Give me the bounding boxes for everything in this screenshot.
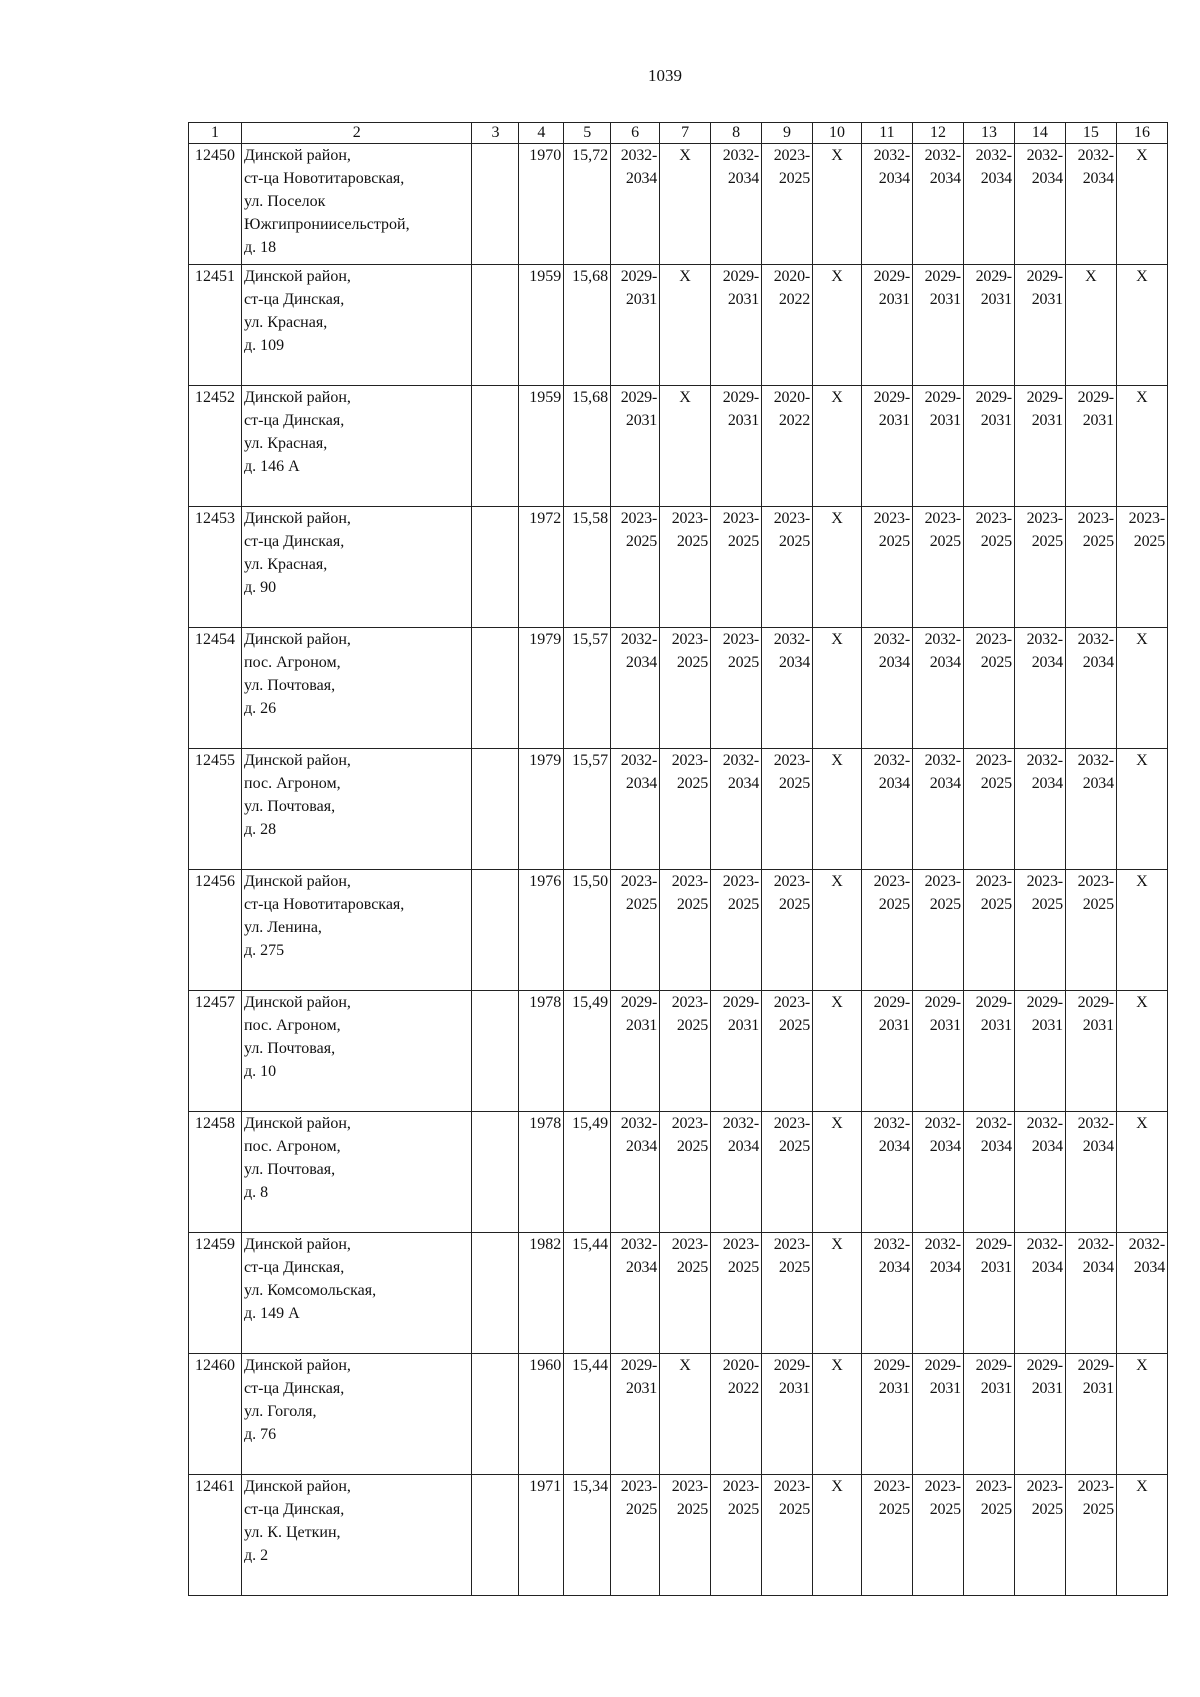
cell-col-8: 2023- 2025 — [711, 507, 762, 628]
address-line: Динской район, — [244, 147, 351, 164]
address-line: Динской район, — [244, 752, 351, 769]
table-row — [189, 870, 1168, 991]
address-line: Динской район, — [244, 1357, 351, 1374]
cell-col-5: 15,49 — [564, 1112, 611, 1233]
cell-col-5: 15,68 — [564, 265, 611, 386]
column-header-1: 1 — [189, 123, 242, 144]
cell-col-11: 2029- 2031 — [861, 991, 912, 1112]
address-line: Динской район, — [244, 1115, 351, 1132]
cell-col-8: 2020- 2022 — [711, 1354, 762, 1475]
column-header-4: 4 — [519, 123, 564, 144]
cell-col-13: 2023- 2025 — [963, 1475, 1014, 1596]
cell-col-4: 1959 — [519, 265, 564, 386]
address-line: ул. Почтовая, — [244, 677, 336, 694]
table-row — [189, 1233, 1168, 1354]
cell-col-15: 2023- 2025 — [1065, 1475, 1116, 1596]
address-line: Динской район, — [244, 510, 351, 527]
address-line: Динской район, — [244, 1478, 351, 1495]
address-line: ул. Почтовая, — [244, 798, 336, 815]
cell-col-4: 1979 — [519, 749, 564, 870]
cell-col-11: 2023- 2025 — [861, 507, 912, 628]
cell-col-12: 2032- 2034 — [912, 628, 963, 749]
cell-col-6: 2029- 2031 — [611, 386, 660, 507]
cell-col-4: 1970 — [519, 144, 564, 265]
cell-col-6: 2032- 2034 — [611, 144, 660, 265]
address-line: д. 275 — [244, 942, 285, 959]
cell-col-8: 2023- 2025 — [711, 1475, 762, 1596]
row-id: 12455 — [189, 749, 242, 870]
cell-col-15: 2029- 2031 — [1065, 386, 1116, 507]
cell-col-5: 15,50 — [564, 870, 611, 991]
cell-col-10: Х — [813, 749, 862, 870]
address-line: пос. Агроном, — [244, 654, 341, 671]
cell-col-5: 15,57 — [564, 749, 611, 870]
cell-col-7: 2023- 2025 — [660, 1112, 711, 1233]
address-line: ст-ца Динская, — [244, 412, 345, 429]
cell-col-10: Х — [813, 265, 862, 386]
row-id: 12454 — [189, 628, 242, 749]
address-line: Динской район, — [244, 268, 351, 285]
cell-col-5: 15,49 — [564, 991, 611, 1112]
cell-col-11: 2032- 2034 — [861, 1233, 912, 1354]
address-line: ул. Ленина, — [244, 919, 322, 936]
cell-col-15: 2023- 2025 — [1065, 870, 1116, 991]
cell-col-11: 2032- 2034 — [861, 628, 912, 749]
address-cell — [242, 144, 472, 265]
address-line: д. 26 — [244, 700, 277, 717]
column-header-15: 15 — [1065, 123, 1116, 144]
cell-col-14: 2032- 2034 — [1014, 628, 1065, 749]
cell-col-9: 2023- 2025 — [762, 870, 813, 991]
cell-col-9: 2032- 2034 — [762, 628, 813, 749]
address-line: пос. Агроном, — [244, 1017, 341, 1034]
cell-col-7: 2023- 2025 — [660, 628, 711, 749]
row-id: 12459 — [189, 1233, 242, 1354]
address-line: ст-ца Новотитаровская, — [244, 170, 405, 187]
address-line: д. 146 А — [244, 458, 300, 475]
row-id: 12451 — [189, 265, 242, 386]
cell-col-14: 2032- 2034 — [1014, 749, 1065, 870]
cell-col-6: 2023- 2025 — [611, 1475, 660, 1596]
address-line: ул. Красная, — [244, 314, 328, 331]
address-cell — [242, 1354, 472, 1475]
cell-col-7: 2023- 2025 — [660, 1475, 711, 1596]
address-line: ст-ца Динская, — [244, 291, 345, 308]
cell-col-11: 2029- 2031 — [861, 386, 912, 507]
cell-col-14: 2032- 2034 — [1014, 1112, 1065, 1233]
column-header-16: 16 — [1116, 123, 1167, 144]
cell-col-6: 2029- 2031 — [611, 991, 660, 1112]
column-header-6: 6 — [611, 123, 660, 144]
address-line: д. 8 — [244, 1184, 269, 1201]
cell-col-3 — [472, 1354, 519, 1475]
cell-col-7: Х — [660, 144, 711, 265]
cell-col-4: 1976 — [519, 870, 564, 991]
table-row — [189, 749, 1168, 870]
row-id: 12458 — [189, 1112, 242, 1233]
address-cell — [242, 1112, 472, 1233]
cell-col-4: 1960 — [519, 1354, 564, 1475]
cell-col-14: 2029- 2031 — [1014, 386, 1065, 507]
cell-col-4: 1978 — [519, 1112, 564, 1233]
address-line: Южгипрониисельстрой, — [244, 216, 410, 233]
address-line: д. 28 — [244, 821, 277, 838]
cell-col-9: 2023- 2025 — [762, 144, 813, 265]
cell-col-16: Х — [1116, 265, 1167, 386]
cell-col-6: 2023- 2025 — [611, 870, 660, 991]
cell-col-5: 15,57 — [564, 628, 611, 749]
cell-col-16: Х — [1116, 1112, 1167, 1233]
cell-col-13: 2029- 2031 — [963, 991, 1014, 1112]
column-header-9: 9 — [762, 123, 813, 144]
row-id: 12461 — [189, 1475, 242, 1596]
address-line: д. 18 — [244, 239, 277, 256]
address-line: Динской район, — [244, 631, 351, 648]
address-line: д. 149 А — [244, 1305, 300, 1322]
cell-col-12: 2023- 2025 — [912, 1475, 963, 1596]
cell-col-3 — [472, 507, 519, 628]
column-header-12: 12 — [912, 123, 963, 144]
cell-col-12: 2029- 2031 — [912, 1354, 963, 1475]
cell-col-3 — [472, 628, 519, 749]
row-id: 12453 — [189, 507, 242, 628]
address-line: д. 90 — [244, 579, 277, 596]
cell-col-9: 2020- 2022 — [762, 265, 813, 386]
cell-col-8: 2032- 2034 — [711, 144, 762, 265]
cell-col-9: 2023- 2025 — [762, 507, 813, 628]
cell-col-5: 15,44 — [564, 1354, 611, 1475]
cell-col-5: 15,68 — [564, 386, 611, 507]
address-line: ул. Поселок — [244, 193, 326, 210]
address-line: Динской район, — [244, 389, 351, 406]
cell-col-10: Х — [813, 144, 862, 265]
cell-col-4: 1979 — [519, 628, 564, 749]
cell-col-9: 2023- 2025 — [762, 1233, 813, 1354]
cell-col-11: 2023- 2025 — [861, 1475, 912, 1596]
cell-col-12: 2032- 2034 — [912, 749, 963, 870]
cell-col-9: 2023- 2025 — [762, 991, 813, 1112]
cell-col-15: 2032- 2034 — [1065, 628, 1116, 749]
column-header-14: 14 — [1014, 123, 1065, 144]
address-cell — [242, 749, 472, 870]
cell-col-8: 2029- 2031 — [711, 386, 762, 507]
address-cell — [242, 870, 472, 991]
address-line: ст-ца Динская, — [244, 533, 345, 550]
cell-col-6: 2032- 2034 — [611, 628, 660, 749]
cell-col-12: 2023- 2025 — [912, 870, 963, 991]
cell-col-5: 15,72 — [564, 144, 611, 265]
table-row — [189, 386, 1168, 507]
cell-col-16: Х — [1116, 1354, 1167, 1475]
cell-col-3 — [472, 144, 519, 265]
cell-col-3 — [472, 1475, 519, 1596]
cell-col-7: Х — [660, 1354, 711, 1475]
address-line: ст-ца Новотитаровская, — [244, 896, 405, 913]
cell-col-13: 2023- 2025 — [963, 507, 1014, 628]
cell-col-6: 2029- 2031 — [611, 1354, 660, 1475]
cell-col-7: Х — [660, 386, 711, 507]
cell-col-12: 2023- 2025 — [912, 507, 963, 628]
cell-col-16: Х — [1116, 991, 1167, 1112]
cell-col-13: 2023- 2025 — [963, 749, 1014, 870]
column-header-11: 11 — [861, 123, 912, 144]
cell-col-5: 15,34 — [564, 1475, 611, 1596]
cell-col-14: 2032- 2034 — [1014, 144, 1065, 265]
cell-col-3 — [472, 870, 519, 991]
cell-col-7: 2023- 2025 — [660, 507, 711, 628]
cell-col-10: Х — [813, 1354, 862, 1475]
address-line: Динской район, — [244, 873, 351, 890]
cell-col-8: 2029- 2031 — [711, 991, 762, 1112]
cell-col-6: 2032- 2034 — [611, 749, 660, 870]
cell-col-5: 15,58 — [564, 507, 611, 628]
cell-col-5: 15,44 — [564, 1233, 611, 1354]
table-row — [189, 1354, 1168, 1475]
cell-col-4: 1959 — [519, 386, 564, 507]
column-header-3: 3 — [472, 123, 519, 144]
address-line: ул. Красная, — [244, 435, 328, 452]
row-id: 12456 — [189, 870, 242, 991]
cell-col-13: 2023- 2025 — [963, 628, 1014, 749]
cell-col-14: 2023- 2025 — [1014, 1475, 1065, 1596]
cell-col-15: Х — [1065, 265, 1116, 386]
address-line: ул. Почтовая, — [244, 1161, 336, 1178]
table-row — [189, 628, 1168, 749]
cell-col-9: 2029- 2031 — [762, 1354, 813, 1475]
cell-col-7: 2023- 2025 — [660, 749, 711, 870]
cell-col-12: 2029- 2031 — [912, 265, 963, 386]
cell-col-6: 2023- 2025 — [611, 507, 660, 628]
cell-col-8: 2029- 2031 — [711, 265, 762, 386]
cell-col-13: 2023- 2025 — [963, 870, 1014, 991]
cell-col-7: Х — [660, 265, 711, 386]
cell-col-14: 2032- 2034 — [1014, 1233, 1065, 1354]
address-line: ст-ца Динская, — [244, 1380, 345, 1397]
cell-col-10: Х — [813, 991, 862, 1112]
cell-col-4: 1971 — [519, 1475, 564, 1596]
address-cell — [242, 386, 472, 507]
cell-col-3 — [472, 265, 519, 386]
cell-col-15: 2029- 2031 — [1065, 1354, 1116, 1475]
address-line: д. 10 — [244, 1063, 277, 1080]
address-line: ул. К. Цеткин, — [244, 1524, 341, 1541]
cell-col-11: 2023- 2025 — [861, 870, 912, 991]
address-line: ул. Почтовая, — [244, 1040, 336, 1057]
cell-col-13: 2032- 2034 — [963, 144, 1014, 265]
address-line: ст-ца Динская, — [244, 1501, 345, 1518]
cell-col-8: 2023- 2025 — [711, 1233, 762, 1354]
cell-col-12: 2032- 2034 — [912, 1112, 963, 1233]
cell-col-8: 2023- 2025 — [711, 628, 762, 749]
cell-col-6: 2032- 2034 — [611, 1233, 660, 1354]
cell-col-16: Х — [1116, 870, 1167, 991]
table-row — [189, 991, 1168, 1112]
cell-col-14: 2023- 2025 — [1014, 870, 1065, 991]
cell-col-12: 2029- 2031 — [912, 991, 963, 1112]
cell-col-16: Х — [1116, 386, 1167, 507]
cell-col-7: 2023- 2025 — [660, 1233, 711, 1354]
header-row — [189, 123, 1168, 144]
address-line: ул. Комсомольская, — [244, 1282, 377, 1299]
cell-col-3 — [472, 386, 519, 507]
cell-col-10: Х — [813, 1112, 862, 1233]
cell-col-10: Х — [813, 628, 862, 749]
cell-col-8: 2023- 2025 — [711, 870, 762, 991]
cell-col-3 — [472, 1112, 519, 1233]
address-cell — [242, 1233, 472, 1354]
cell-col-3 — [472, 1233, 519, 1354]
cell-col-3 — [472, 749, 519, 870]
cell-col-3 — [472, 991, 519, 1112]
address-cell — [242, 507, 472, 628]
cell-col-4: 1982 — [519, 1233, 564, 1354]
table-row — [189, 1475, 1168, 1596]
cell-col-15: 2032- 2034 — [1065, 749, 1116, 870]
address-line: ул. Красная, — [244, 556, 328, 573]
cell-col-10: Х — [813, 1475, 862, 1596]
cell-col-10: Х — [813, 870, 862, 991]
cell-col-12: 2032- 2034 — [912, 1233, 963, 1354]
cell-col-12: 2029- 2031 — [912, 386, 963, 507]
cell-col-7: 2023- 2025 — [660, 991, 711, 1112]
page-number: 1039 — [648, 66, 682, 85]
cell-col-11: 2032- 2034 — [861, 749, 912, 870]
cell-col-13: 2029- 2031 — [963, 265, 1014, 386]
address-line: д. 76 — [244, 1426, 277, 1443]
cell-col-9: 2023- 2025 — [762, 749, 813, 870]
address-line: пос. Агроном, — [244, 775, 341, 792]
cell-col-16: 2023- 2025 — [1116, 507, 1167, 628]
cell-col-10: Х — [813, 1233, 862, 1354]
cell-col-15: 2023- 2025 — [1065, 507, 1116, 628]
cell-col-8: 2032- 2034 — [711, 749, 762, 870]
cell-col-14: 2023- 2025 — [1014, 507, 1065, 628]
row-id: 12452 — [189, 386, 242, 507]
address-line: ул. Гоголя, — [244, 1403, 317, 1420]
column-header-8: 8 — [711, 123, 762, 144]
cell-col-12: 2032- 2034 — [912, 144, 963, 265]
cell-col-15: 2032- 2034 — [1065, 144, 1116, 265]
table-row — [189, 507, 1168, 628]
cell-col-4: 1978 — [519, 991, 564, 1112]
cell-col-6: 2032- 2034 — [611, 1112, 660, 1233]
address-line: Динской район, — [244, 994, 351, 1011]
address-cell — [242, 265, 472, 386]
column-header-5: 5 — [564, 123, 611, 144]
cell-col-14: 2029- 2031 — [1014, 1354, 1065, 1475]
row-id: 12450 — [189, 144, 242, 265]
table-row — [189, 144, 1168, 265]
address-cell — [242, 628, 472, 749]
column-header-2: 2 — [242, 123, 472, 144]
cell-col-16: 2032- 2034 — [1116, 1233, 1167, 1354]
cell-col-7: 2023- 2025 — [660, 870, 711, 991]
column-header-7: 7 — [660, 123, 711, 144]
cell-col-13: 2029- 2031 — [963, 386, 1014, 507]
cell-col-11: 2032- 2034 — [861, 1112, 912, 1233]
cell-col-10: Х — [813, 507, 862, 628]
cell-col-15: 2032- 2034 — [1065, 1233, 1116, 1354]
cell-col-8: 2032- 2034 — [711, 1112, 762, 1233]
address-cell — [242, 991, 472, 1112]
cell-col-14: 2029- 2031 — [1014, 265, 1065, 386]
cell-col-15: 2032- 2034 — [1065, 1112, 1116, 1233]
address-cell — [242, 1475, 472, 1596]
address-line: ст-ца Динская, — [244, 1259, 345, 1276]
cell-col-10: Х — [813, 386, 862, 507]
cell-col-14: 2029- 2031 — [1014, 991, 1065, 1112]
registry-table — [188, 122, 1168, 1596]
table-row — [189, 265, 1168, 386]
cell-col-11: 2029- 2031 — [861, 1354, 912, 1475]
table-row — [189, 1112, 1168, 1233]
cell-col-6: 2029- 2031 — [611, 265, 660, 386]
cell-col-9: 2020- 2022 — [762, 386, 813, 507]
cell-col-16: Х — [1116, 628, 1167, 749]
address-line: Динской район, — [244, 1236, 351, 1253]
column-header-13: 13 — [963, 123, 1014, 144]
cell-col-15: 2029- 2031 — [1065, 991, 1116, 1112]
cell-col-9: 2023- 2025 — [762, 1475, 813, 1596]
cell-col-13: 2032- 2034 — [963, 1112, 1014, 1233]
row-id: 12460 — [189, 1354, 242, 1475]
cell-col-4: 1972 — [519, 507, 564, 628]
cell-col-13: 2029- 2031 — [963, 1233, 1014, 1354]
cell-col-16: Х — [1116, 749, 1167, 870]
address-line: д. 109 — [244, 337, 285, 354]
cell-col-9: 2023- 2025 — [762, 1112, 813, 1233]
row-id: 12457 — [189, 991, 242, 1112]
column-header-10: 10 — [813, 123, 862, 144]
address-line: пос. Агроном, — [244, 1138, 341, 1155]
address-line: д. 2 — [244, 1547, 269, 1564]
cell-col-11: 2032- 2034 — [861, 144, 912, 265]
cell-col-16: Х — [1116, 144, 1167, 265]
cell-col-11: 2029- 2031 — [861, 265, 912, 386]
cell-col-16: Х — [1116, 1475, 1167, 1596]
cell-col-13: 2029- 2031 — [963, 1354, 1014, 1475]
